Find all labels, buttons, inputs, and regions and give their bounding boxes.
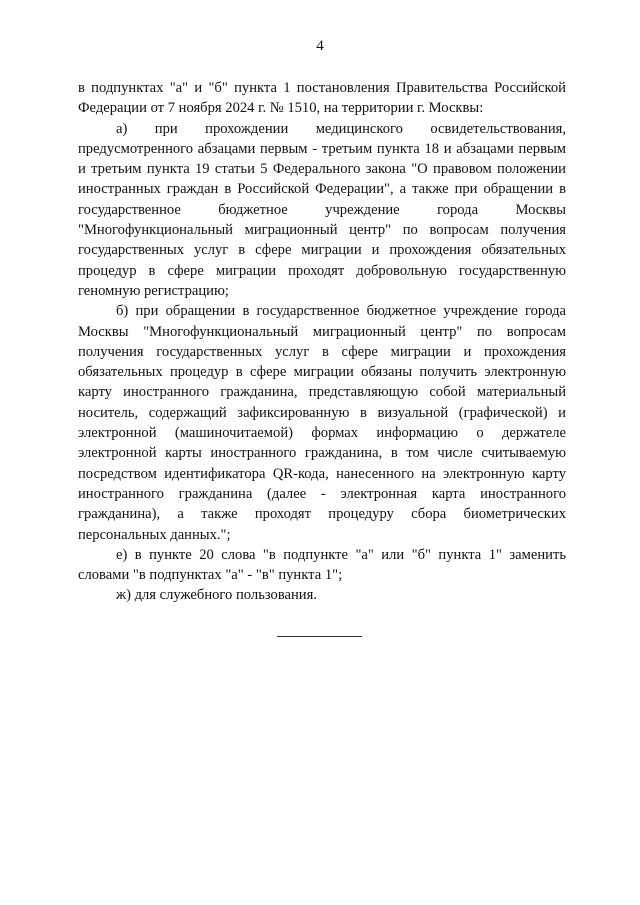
page-number: 4 xyxy=(316,38,324,54)
end-divider xyxy=(277,636,362,637)
paragraph-item-a: а) при прохождении медицинского освидетельствования, предусмотренного абзацами первым - третьим пункта 18 и абзацами первым и третьим пункта 19 статьи 5 Федерального закона "О правовом положении иностранных граждан в Российской Федерации", а также при обращении в государственное бюджетное учреждение города Москвы "Многофункциональный миграционный центр" по вопросам получения государственных услуг в сфере миграции и прохождения обязательных процедур в сфере миграции проходят добровольную государственную геномную регистрацию; xyxy=(78,120,566,299)
paragraph-item-zh: ж) для служебного пользования. xyxy=(116,587,317,604)
document-body xyxy=(78,78,566,606)
paragraph-intro: в подпунктах "а" и "б" пункта 1 постановления Правительства Российской Федерации от 7 ноября 2024 г. № 1510, на территории г. Москвы: xyxy=(78,80,566,117)
paragraph-item-e: е) в пункте 20 слова "в подпункте "а" или "б" пункта 1" заменить словами "в подпунктах "а" - "в" пункта 1"; xyxy=(78,546,566,584)
paragraph-item-b: б) при обращении в государственное бюджетное учреждение города Москвы "Многофункциональный миграционный центр" по вопросам получения государственных услуг в сфере миграции и прохождения обязательных процедур в сфере миграции обязаны получить электронную карту иностранного гражданина, представляющую собой материальный носитель, содержащий зафиксированную в визуальной (графической) и электронной (машиночитаемой) формах информацию о держателе электронной карты иностранного гражданина, в том числе считываемую посредством идентификатора QR-кода, нанесенного на электронную карту иностранного гражданина (далее - электронная карта иностранного гражданина), а также проходят процедуру сбора биометрических персональных данных."; xyxy=(78,303,566,543)
